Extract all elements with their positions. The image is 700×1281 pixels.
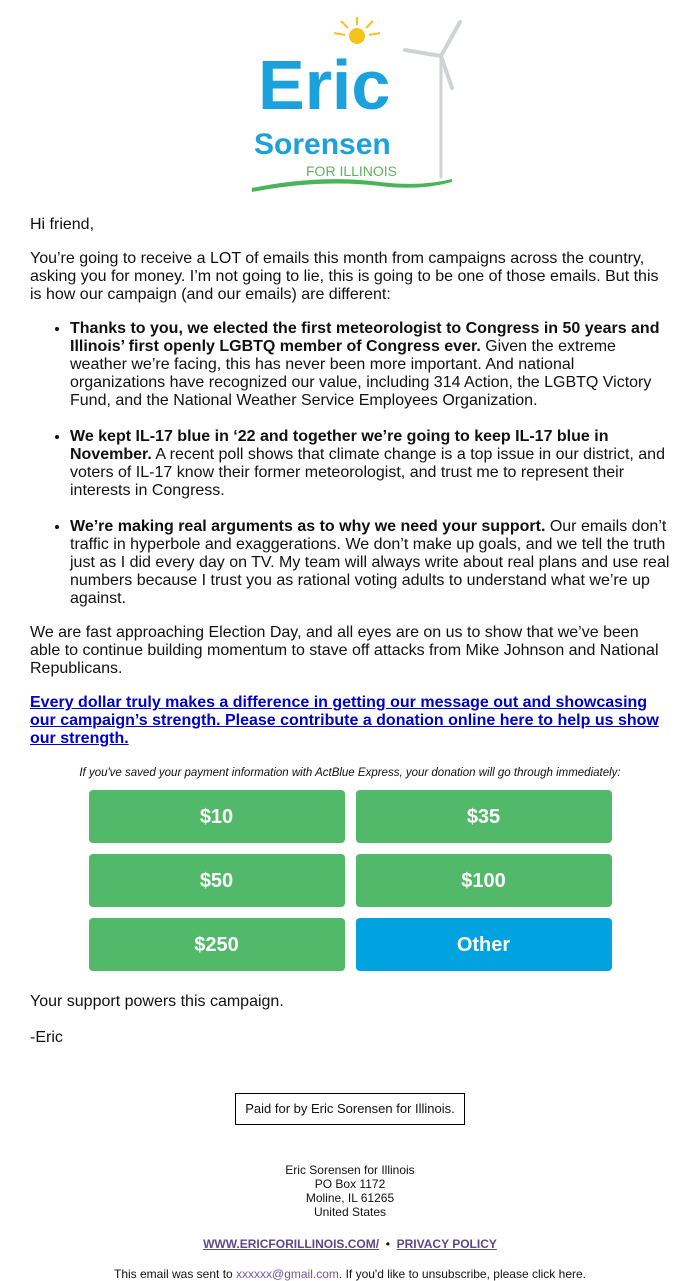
donate-100-button[interactable]: $100 (356, 854, 612, 907)
donation-buttons (30, 790, 670, 971)
list-item (70, 320, 670, 410)
greeting: Hi friend, (30, 216, 95, 233)
footer-links (0, 1237, 700, 1251)
sent-to-text: This email was sent to (113, 1267, 237, 1281)
reasons-list (30, 320, 670, 608)
donate-50-button[interactable]: $50 (89, 854, 345, 907)
closing-line: Your support powers this campaign. (30, 993, 284, 1010)
message-content (0, 216, 700, 1047)
logo-text-sorensen: Sorensen (254, 128, 391, 161)
privacy-policy-link[interactable]: PRIVACY POLICY (396, 1237, 497, 1251)
address-line: United States (313, 1205, 387, 1219)
sun-icon (334, 17, 380, 44)
donate-link[interactable]: Every dollar truly makes a difference in getting our message out and showcasing our campaign’s strength. Please contribute a donation online here to help us show our strength. (30, 694, 659, 747)
donate-10-button[interactable]: $10 (89, 790, 345, 843)
separator: • (385, 1237, 390, 1251)
bullet-text: Our emails don’t traffic in hyperbole and exaggerations. We don’t make up goals, and we tell the truth just as I did every day on TV. My team will always write about real plans and use real numbers because I trust you as rational voting adults to understand what we’re up against. (70, 518, 670, 607)
wind-turbine-icon (405, 22, 460, 177)
bullet-bold: We’re making real arguments as to why we need your support. (70, 518, 546, 535)
logo-text-eric: Eric (258, 46, 391, 124)
list-item (70, 518, 670, 608)
address-line: Eric Sorensen for Illinois (285, 1163, 415, 1177)
bullet-text: Given the extreme weather we’re facing, this has never been more important. And national organizations have recognized our value, including 314 Action, the LGBTQ Victory Fund, and the National Weather Service Employees Organization. (70, 338, 652, 409)
campaign-logo (230, 14, 470, 194)
address-line: Moline, IL 61265 (305, 1191, 395, 1205)
footer (0, 1063, 700, 1281)
signature: -Eric (30, 1029, 63, 1046)
recipient-email: xxxxxx@gmail.com (236, 1267, 339, 1281)
paid-for-disclaimer: Paid for by Eric Sorensen for Illinois. (235, 1093, 465, 1125)
mailing-address (0, 1163, 700, 1219)
unsubscribe-text[interactable]: . If you'd like to unsubscribe, please click here. (338, 1267, 586, 1281)
address-line: PO Box 1172 (314, 1177, 386, 1191)
intro-paragraph: You’re going to receive a LOT of emails this month from campaigns across the country, asking you for money. I’m not going to lie, this is going to be one of those emails. But this is how our campaign (and our emails) are different: (30, 250, 659, 303)
donate-250-button[interactable]: $250 (89, 918, 345, 971)
list-item (70, 428, 670, 500)
bullet-bold: We kept IL-17 blue in ‘22 and together we’re going to keep IL-17 blue in November. (70, 428, 609, 463)
logo-wave (252, 179, 452, 192)
bullet-text: A recent poll shows that climate change is a top issue in our district, and voters of IL-17 know their former meteorologist, and trust me to represent their interests in Congress. (70, 446, 665, 499)
logo-text-for-illinois: FOR ILLINOIS (306, 163, 398, 179)
bullet-bold: Thanks to you, we elected the first meteorologist to Congress in 50 years and Illinois’ first openly LGBTQ member of Congress ever. (70, 320, 660, 355)
election-paragraph: We are fast approaching Election Day, and all eyes are on us to show that we’ve been able to continue building momentum to stave off attacks from Mike Johnson and National Republicans. (30, 624, 659, 677)
email-body (0, 14, 700, 1281)
donate-35-button[interactable]: $35 (356, 790, 612, 843)
donate-other-button[interactable]: Other (356, 918, 612, 971)
actblue-express-note: If you've saved your payment information with ActBlue Express, your donation will go through immediately: (79, 767, 621, 779)
website-link[interactable]: WWW.ERICFORILLINOIS.COM/ (203, 1237, 380, 1251)
